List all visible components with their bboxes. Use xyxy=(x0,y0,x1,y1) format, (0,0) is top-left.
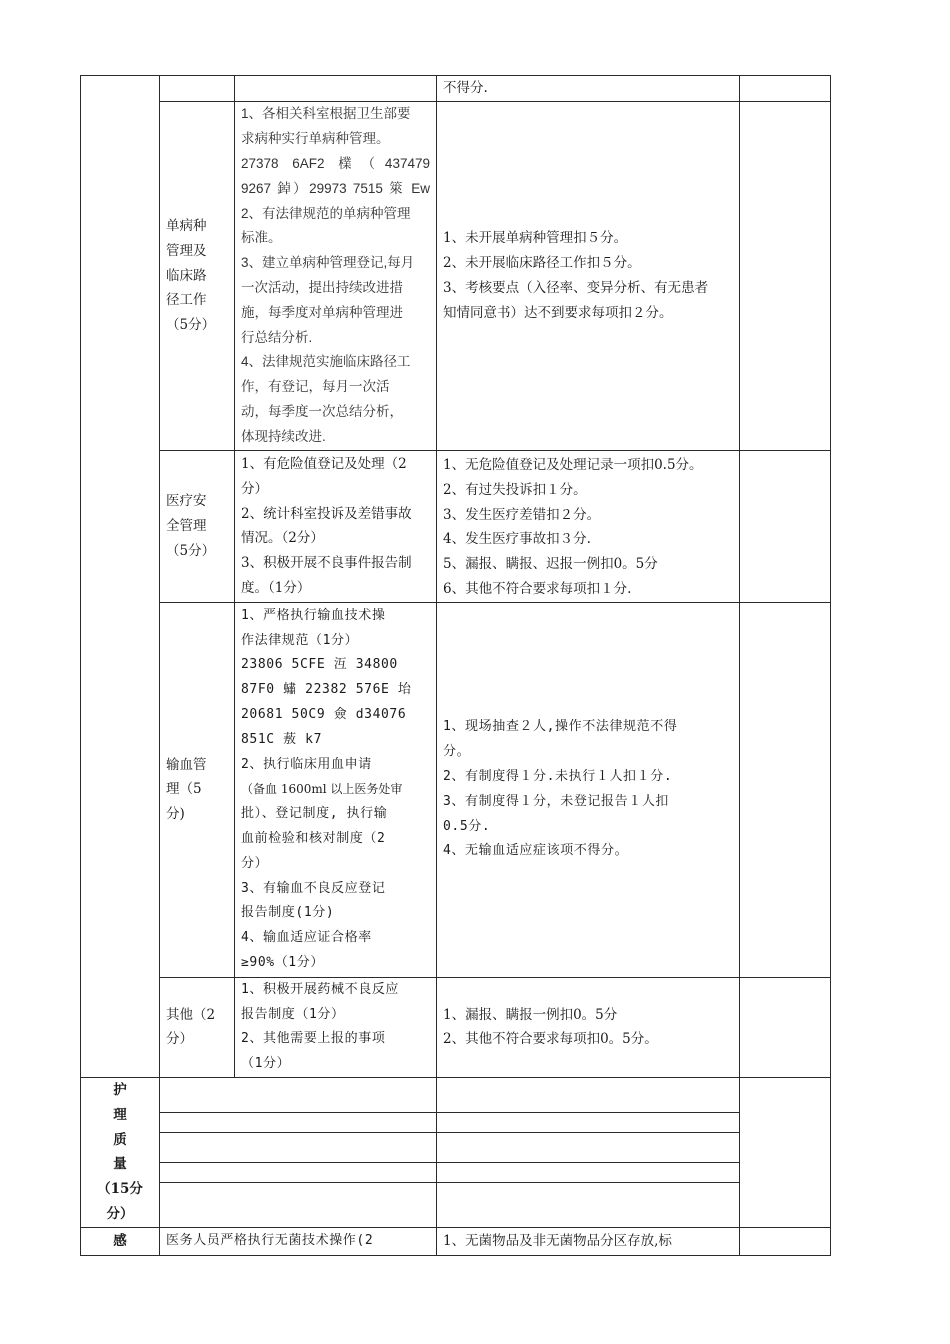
standard-cell xyxy=(437,76,740,102)
requirement-line: 求病种实行单病种管理。 xyxy=(241,131,390,147)
requirement-cell xyxy=(235,102,437,451)
item-cell xyxy=(160,76,235,102)
requirement-line: 27378 6AF2 檏 （ 437479 xyxy=(241,156,430,172)
requirement-line: 1、严格执行输血技术操 xyxy=(241,607,386,623)
standard-cell xyxy=(437,977,740,1077)
standard-line: 分。 xyxy=(443,744,471,760)
requirement-line: （备血 1600ml 以上医务处审 xyxy=(241,782,403,797)
item-label: 医疗安 xyxy=(166,493,207,510)
section-title-line: 感 xyxy=(113,1233,127,1250)
standard-line: 2、有过失投诉扣１分。 xyxy=(443,481,587,498)
nursing-empty-cell xyxy=(160,1132,437,1162)
standard-line: 1、现场抽查２人,操作不法律规范不得 xyxy=(443,719,678,735)
standard-cell xyxy=(437,602,740,977)
requirement-line: 2、执行临床用血申请 xyxy=(241,756,372,772)
standard-line: 3、有制度得１分，未登记报告１人扣 xyxy=(443,793,670,809)
requirement-line: 分） xyxy=(241,480,268,497)
standard-line: 4、无输血适应症该项不得分。 xyxy=(443,843,629,859)
requirement-line: 20681 50C9 僉 d34076 xyxy=(241,706,407,722)
nursing-empty-cell xyxy=(160,1182,437,1227)
section-title-line: （15分 xyxy=(97,1181,143,1198)
section-title-infection xyxy=(81,1227,160,1255)
nursing-empty-cell xyxy=(437,1182,740,1227)
section-title-line: 量 xyxy=(113,1156,127,1173)
standard-line: 2、其他不符合要求每项扣0。5分。 xyxy=(443,1031,658,1048)
requirement-line: 医务人员严格执行无菌技术操作(2 xyxy=(166,1233,374,1249)
table-row xyxy=(81,102,831,451)
requirement-line: 1、积极开展药械不良反应 xyxy=(241,981,400,997)
item-label: 其他（2 xyxy=(166,1006,216,1023)
section-title-line: 护 xyxy=(113,1082,127,1099)
requirement-line: 报告制度（1分） xyxy=(241,1006,345,1022)
item-label: 单病种 xyxy=(166,218,207,234)
requirement-line: 2、有法律规范的单病种管理 xyxy=(241,205,411,221)
table-row xyxy=(81,1182,831,1227)
requirement-line: 1、有危险值登记及处理（2 xyxy=(241,456,407,472)
requirement-line: 批）、登记制度, 执行输 xyxy=(241,806,388,822)
requirement-line: 3、积极开展不良事件报告制 xyxy=(241,555,412,572)
requirement-cell xyxy=(235,602,437,977)
standard-line: 1、未开展单病种管理扣５分。 xyxy=(443,230,628,247)
standard-line: 2、未开展临床路径工作扣５分。 xyxy=(443,255,641,272)
item-label: （5分） xyxy=(166,542,216,559)
table-row xyxy=(81,1077,831,1112)
table-row xyxy=(81,1227,831,1255)
table-row xyxy=(81,76,831,102)
requirement-line: 体现持续改进. xyxy=(241,428,326,444)
requirement-line: 4、法律规范实施临床路径工 xyxy=(241,354,411,370)
requirement-line: 2、统计科室投诉及差错事故 xyxy=(241,505,412,522)
item-label: 输血管 xyxy=(166,756,207,773)
item-cell-single-disease xyxy=(160,102,235,451)
standard-line: 0.5分. xyxy=(443,818,491,834)
section-title-line: 质 xyxy=(113,1131,127,1148)
score-cell xyxy=(740,977,831,1077)
section-title-line: 分） xyxy=(106,1206,134,1223)
nursing-empty-cell xyxy=(160,1112,437,1132)
requirement-line: 4、输血适应证合格率 xyxy=(241,930,372,946)
nursing-empty-cell xyxy=(160,1162,437,1182)
requirement-line: ≥90%（1分） xyxy=(241,954,324,970)
table-row xyxy=(81,451,831,603)
score-cell xyxy=(740,76,831,102)
item-label: 管理及 xyxy=(166,242,207,259)
requirement-line: 情况。（2分） xyxy=(241,530,324,547)
requirement-line: 87F0 蟰 22382 576E 坮 xyxy=(241,682,412,698)
table-row xyxy=(81,1162,831,1182)
standard-line: 1、无菌物品及非无菌物品分区存放,标 xyxy=(443,1233,672,1250)
standard-line: 3、发生医疗差错扣２分。 xyxy=(443,506,601,523)
table-row xyxy=(81,1112,831,1132)
table-row xyxy=(81,977,831,1077)
nursing-empty-cell xyxy=(437,1162,740,1182)
requirement-line: 动，每季度一次总结分析， xyxy=(241,403,403,419)
requirement-cell xyxy=(235,977,437,1077)
standard-line: 1、无危险值登记及处理记录一项扣0.5分。 xyxy=(443,457,703,473)
item-cell-blood-transfusion xyxy=(160,602,235,977)
requirement-line: 作，有登记，每月一次活 xyxy=(241,379,390,395)
requirement-line: 血前检验和核对制度（2 xyxy=(241,830,386,846)
standard-line: 1、漏报、瞒报一例扣0。5分 xyxy=(443,1006,618,1023)
requirement-line: 施，每季度对单病种管理进 xyxy=(241,304,403,320)
requirement-line: 23806 5CFE 沍 34800 xyxy=(241,657,398,673)
nursing-empty-cell xyxy=(437,1077,740,1112)
requirement-line: 标准。 xyxy=(241,230,282,246)
requirement-line: 分） xyxy=(241,855,269,871)
standard-line: 3、考核要点（入径率、变异分析、有无患者 xyxy=(443,280,709,296)
score-cell xyxy=(740,602,831,977)
requirement-line: 3、建立单病种管理登记,每月 xyxy=(241,255,415,271)
requirement-line: 9267 鋽）29973 7515 箂 Ew xyxy=(241,180,430,196)
requirement-line: 851C 蔜 k7 xyxy=(241,731,323,747)
item-cell-other xyxy=(160,977,235,1077)
nursing-empty-cell xyxy=(437,1112,740,1132)
requirement-cell xyxy=(160,1227,437,1255)
requirement-line: （1分） xyxy=(241,1056,291,1072)
standard-cell xyxy=(437,1227,740,1255)
standard-line: 5、漏报、瞒报、迟报一例扣0。5分 xyxy=(443,556,658,573)
nursing-empty-cell xyxy=(437,1132,740,1162)
standard-line: 4、发生医疗事故扣３分. xyxy=(443,531,591,548)
standard-text: 不得分. xyxy=(443,80,488,97)
standard-cell xyxy=(437,102,740,451)
score-cell xyxy=(740,1227,831,1255)
item-label: （5分） xyxy=(166,317,216,334)
standard-cell xyxy=(437,451,740,603)
standard-line: 2、有制度得１分.未执行１人扣１分. xyxy=(443,768,673,784)
item-label: 分） xyxy=(166,1031,193,1048)
section-cell-blank xyxy=(81,76,160,1078)
standard-line: 知情同意书）达不到要求每项扣２分。 xyxy=(443,304,673,321)
item-label: 径工作 xyxy=(166,292,207,309)
item-label: 临床路 xyxy=(166,267,207,284)
table-row xyxy=(81,1132,831,1162)
requirement-cell xyxy=(235,76,437,102)
table-row xyxy=(81,602,831,977)
score-cell xyxy=(740,1077,831,1227)
section-title-line: 理 xyxy=(113,1106,127,1123)
item-label: 理（5 xyxy=(166,781,202,798)
item-cell-medical-safety xyxy=(160,451,235,603)
requirement-line: 3、有输血不良反应登记 xyxy=(241,880,386,896)
item-label: 全管理 xyxy=(166,517,207,534)
score-cell xyxy=(740,451,831,603)
requirement-line: 1、各相关科室根据卫生部要 xyxy=(241,106,411,122)
requirement-line: 作法律规范（1分） xyxy=(241,632,359,648)
section-title-nursing-quality xyxy=(81,1077,160,1227)
standard-line: 6、其他不符合要求每项扣１分. xyxy=(443,580,632,597)
requirement-line: 度。（1分） xyxy=(241,579,311,596)
requirement-line: 报告制度(1分) xyxy=(241,905,335,921)
requirement-line: 2、其他需要上报的事项 xyxy=(241,1031,386,1047)
nursing-empty-cell xyxy=(160,1077,437,1112)
assessment-table xyxy=(80,75,831,1256)
requirement-line: 行总结分析. xyxy=(241,329,313,345)
requirement-cell xyxy=(235,451,437,603)
score-cell xyxy=(740,102,831,451)
requirement-line: 一次活动，提出持续改进措 xyxy=(241,280,403,295)
item-label: 分) xyxy=(166,806,185,823)
